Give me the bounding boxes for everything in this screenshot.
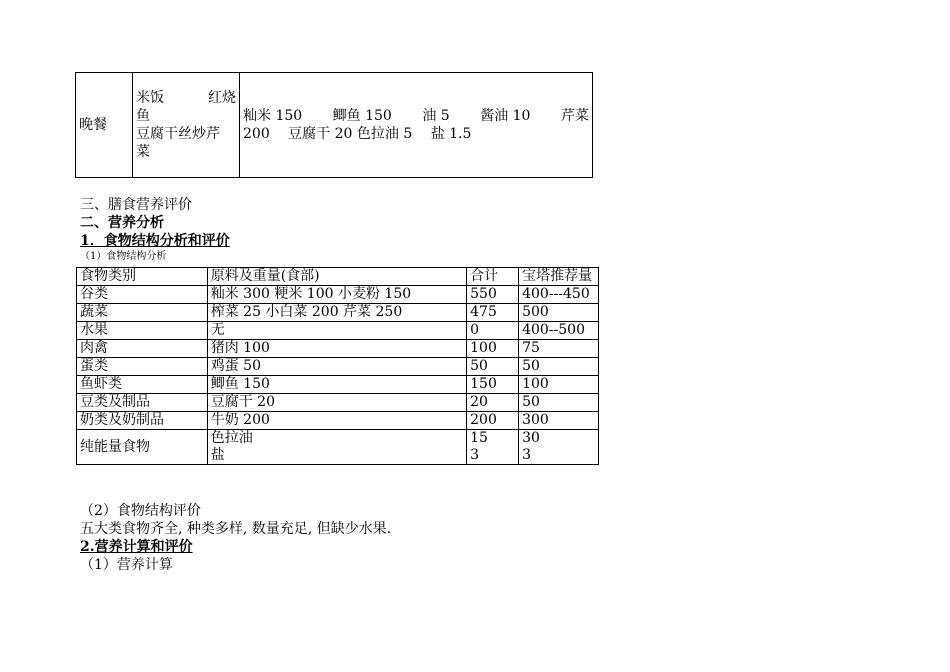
- ingredient-text: 盐: [210, 447, 225, 463]
- cell-total: 0: [467, 322, 519, 340]
- cell-category: 奶类及奶制品: [77, 412, 208, 430]
- cell-category: 谷类: [77, 286, 208, 304]
- heading-food-structure: 1．食物结构分析和评价: [80, 233, 230, 249]
- food-structure-table: [76, 267, 599, 465]
- ingredient-text: 籼米 150: [243, 108, 303, 124]
- cell-category: 肉禽: [77, 340, 208, 358]
- table-row: [77, 376, 599, 394]
- cell-total: 20: [467, 394, 519, 412]
- cell-ingredients: 豆腐干 20: [207, 394, 466, 412]
- cell-total: 50: [467, 358, 519, 376]
- heading-nutrition-calc: 2.营养计算和评价: [80, 539, 193, 555]
- cell-total: 200: [467, 412, 519, 430]
- ingredient-text: 油 5: [422, 108, 450, 124]
- cell-recommended: 50: [519, 394, 599, 412]
- cell-total: 150: [467, 376, 519, 394]
- cell-recommended: 50: [519, 358, 599, 376]
- cell-category: 水果: [77, 322, 208, 340]
- cell-total: 100: [467, 340, 519, 358]
- cell-recommended: 75: [519, 340, 599, 358]
- cell-recommended: 500: [519, 304, 599, 322]
- subheading-food-evaluation: （2）食物结构评价: [80, 503, 201, 519]
- dish-text: 菜: [136, 144, 150, 160]
- ingredient-text: 酱油 10: [480, 108, 531, 124]
- table-header-row: [77, 268, 599, 286]
- cell-category: 蔬菜: [77, 304, 208, 322]
- cell-ingredients: [207, 430, 466, 465]
- cell-recommended: 100: [519, 376, 599, 394]
- table-row: [76, 73, 593, 178]
- header-category: 食物类别: [77, 268, 208, 286]
- table-row: [77, 304, 599, 322]
- ingredient-text: 鲫鱼 150: [332, 108, 392, 124]
- total-text: 3: [470, 447, 480, 463]
- dish-text: 豆腐干丝炒芹: [136, 126, 220, 142]
- table-row: [77, 322, 599, 340]
- table-row: [77, 412, 599, 430]
- cell-ingredients: 猪肉 100: [207, 340, 466, 358]
- cell-category: 纯能量食物: [77, 430, 208, 465]
- table-row: [77, 358, 599, 376]
- table-row: [77, 394, 599, 412]
- header-recommended: 宝塔推荐量: [519, 268, 599, 286]
- header-total: 合计: [467, 268, 519, 286]
- cell-ingredients: 榨菜 25 小白菜 200 芹菜 250: [207, 304, 466, 322]
- cell-recommended: 400---450: [519, 286, 599, 304]
- cell-category: 蛋类: [77, 358, 208, 376]
- subheading-nutrition-calc: （1）营养计算: [80, 557, 173, 573]
- subheading-food-analysis: （1）食物结构分析: [80, 251, 167, 262]
- table-row: [77, 340, 599, 358]
- dish-list: [133, 73, 240, 178]
- cell-total: 475: [467, 304, 519, 322]
- cell-recommended: 400--500: [519, 322, 599, 340]
- cell-ingredients: 籼米 300 粳米 100 小麦粉 150: [207, 286, 466, 304]
- cell-category: 豆类及制品: [77, 394, 208, 412]
- ingredient-text: 色拉油: [210, 430, 253, 446]
- cell-recommended: 300: [519, 412, 599, 430]
- recommended-text: 30: [522, 430, 540, 446]
- cell-ingredients: 牛奶 200: [207, 412, 466, 430]
- ingredient-text: 200 豆腐干 20 色拉油 5 盐 1.5: [243, 126, 472, 142]
- dish-text: 米饭: [136, 90, 164, 106]
- section-heading-3: 三、膳食营养评价: [80, 197, 192, 213]
- cell-total: [467, 430, 519, 465]
- header-ingredients: 原料及重量(食部): [207, 268, 466, 286]
- total-text: 15: [470, 430, 488, 446]
- cell-ingredients: 无: [207, 322, 466, 340]
- dish-text: 鱼: [136, 108, 150, 124]
- cell-total: 550: [467, 286, 519, 304]
- dish-text: 红烧: [208, 90, 236, 106]
- meal-name: 晚餐: [76, 73, 133, 178]
- meal-table: [75, 72, 593, 178]
- section-heading-2: 二、营养分析: [80, 215, 164, 231]
- cell-ingredients: 鸡蛋 50: [207, 358, 466, 376]
- ingredient-list: [240, 73, 593, 178]
- table-row: [77, 430, 599, 465]
- recommended-text: 3: [522, 447, 532, 463]
- cell-ingredients: 鲫鱼 150: [207, 376, 466, 394]
- table-row: [77, 286, 599, 304]
- evaluation-text: 五大类食物齐全, 种类多样, 数量充足, 但缺少水果.: [80, 521, 392, 537]
- cell-recommended: [519, 430, 599, 465]
- cell-category: 鱼虾类: [77, 376, 208, 394]
- ingredient-text: 芹菜: [560, 108, 589, 124]
